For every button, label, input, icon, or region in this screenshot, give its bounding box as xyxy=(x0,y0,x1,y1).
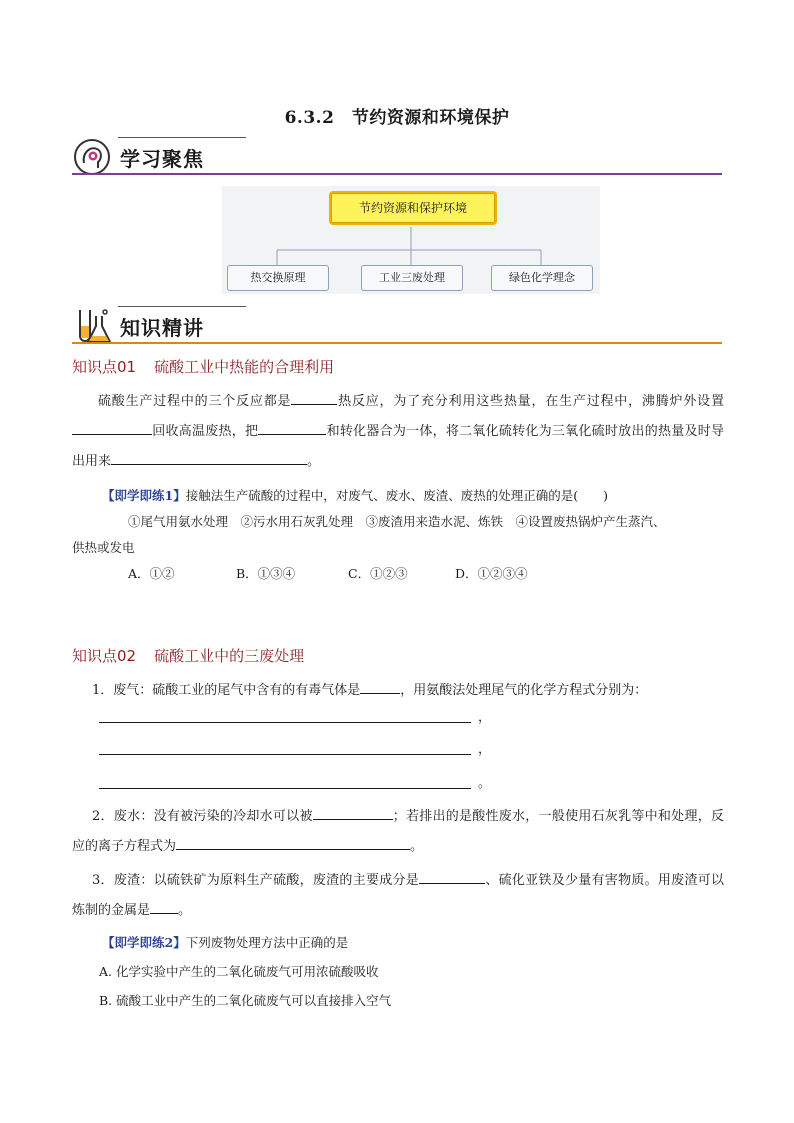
knowledge-point-title: 硫酸工业中热能的合理利用 xyxy=(154,358,335,376)
knowledge-header xyxy=(72,306,722,350)
blank[interactable] xyxy=(258,420,326,435)
exercise-items: ①尾气用氨水处理 ②污水用石灰乳处理 ③废渣用来造水泥、炼铁 ④设置废热锅炉产生蒸汽、 xyxy=(128,514,666,529)
blank[interactable] xyxy=(111,450,307,465)
page-title: 6.3.2 节约资源和环境保护 xyxy=(284,108,510,128)
knowledge-rule xyxy=(72,342,722,344)
exercise-2 xyxy=(72,928,724,1015)
exercise-tag: 【即学即练1】 xyxy=(102,488,186,503)
blank[interactable] xyxy=(360,679,400,694)
diagram-root-node: 节约资源和保护环境 xyxy=(329,191,497,225)
flask-icon xyxy=(72,306,112,346)
learning-focus-header xyxy=(72,137,722,181)
equation-line-2[interactable] xyxy=(99,753,471,755)
exercise-tag: 【即学即练2】 xyxy=(102,935,186,950)
learning-focus-rule xyxy=(72,173,722,175)
knowledge-point-2-heading xyxy=(72,645,304,666)
kp1-paragraph: 硫酸生产过程中的三个反应都是 热反应，为了充分利用这些热量，在生产过程中，沸腾炉外设置回收高温废热，把 和转化器合为一体，将二氧化硫转化为三氧化硫时放出的热量及时导出用来 。 xyxy=(72,387,724,477)
knowledge-point-title: 硫酸工业中的三废处理 xyxy=(154,647,305,665)
option-a[interactable]: A．①② xyxy=(128,566,175,581)
exercise-options xyxy=(72,561,724,587)
kp2-q2: 2．废水：没有被污染的冷却水可以被 ；若排出的是酸性废水，一般使用石灰乳等中和处理，反应的离子方程式为 。 xyxy=(72,802,724,862)
kp2-q1: 1．废气：硫酸工业的尾气中含有的有毒气体是 ，用氨酸法处理尾气的化学方程式分别为： xyxy=(72,676,724,706)
option-a[interactable]: A. 化学实验中产生的二氧化硫废气可用浓硫酸吸收 xyxy=(99,964,379,979)
option-b[interactable]: B．①③④ xyxy=(236,566,296,581)
option-d[interactable]: D．①②③④ xyxy=(455,566,528,581)
kp2-q3: 3．废渣：以硫铁矿为原料生产硫酸，废渣的主要成分是 、硫化亚铁及少量有害物质。用废渣可以炼制的金属是 。 xyxy=(72,866,724,926)
blank[interactable] xyxy=(419,869,485,884)
blank[interactable] xyxy=(72,420,152,435)
exercise-question: 下列废物处理方法中正确的是 xyxy=(185,935,349,950)
equation-line-1[interactable] xyxy=(99,721,471,723)
knowledge-point-number: 知识点02 xyxy=(72,647,137,665)
diagram-leaf-node: 工业三废处理 xyxy=(361,265,463,291)
concept-diagram xyxy=(222,186,600,294)
option-b[interactable]: B. 硫酸工业中产生的二氧化硫废气可以直接排入空气 xyxy=(99,993,392,1008)
diagram-leaf-node: 绿色化学理念 xyxy=(491,265,593,291)
brain-gear-icon xyxy=(72,137,112,177)
equation-line-3[interactable] xyxy=(99,787,471,789)
knowledge-label: 知识精讲 xyxy=(120,316,204,340)
knowledge-point-number: 知识点01 xyxy=(72,358,137,376)
blank[interactable] xyxy=(291,390,337,405)
exercise-items-cont: 供热或发电 xyxy=(72,540,135,555)
learning-focus-label: 学习聚焦 xyxy=(120,147,204,171)
blank[interactable] xyxy=(150,899,178,914)
blank[interactable] xyxy=(176,835,410,850)
option-c[interactable]: C．①②③ xyxy=(348,566,408,581)
exercise-question: 接触法生产硫酸的过程中，对废气、废水、废渣、废热的处理正确的是( ) xyxy=(185,488,608,503)
knowledge-point-1-heading xyxy=(72,356,334,377)
exercise-1 xyxy=(72,483,724,587)
diagram-leaf-node: 热交换原理 xyxy=(227,265,329,291)
blank[interactable] xyxy=(313,805,393,820)
